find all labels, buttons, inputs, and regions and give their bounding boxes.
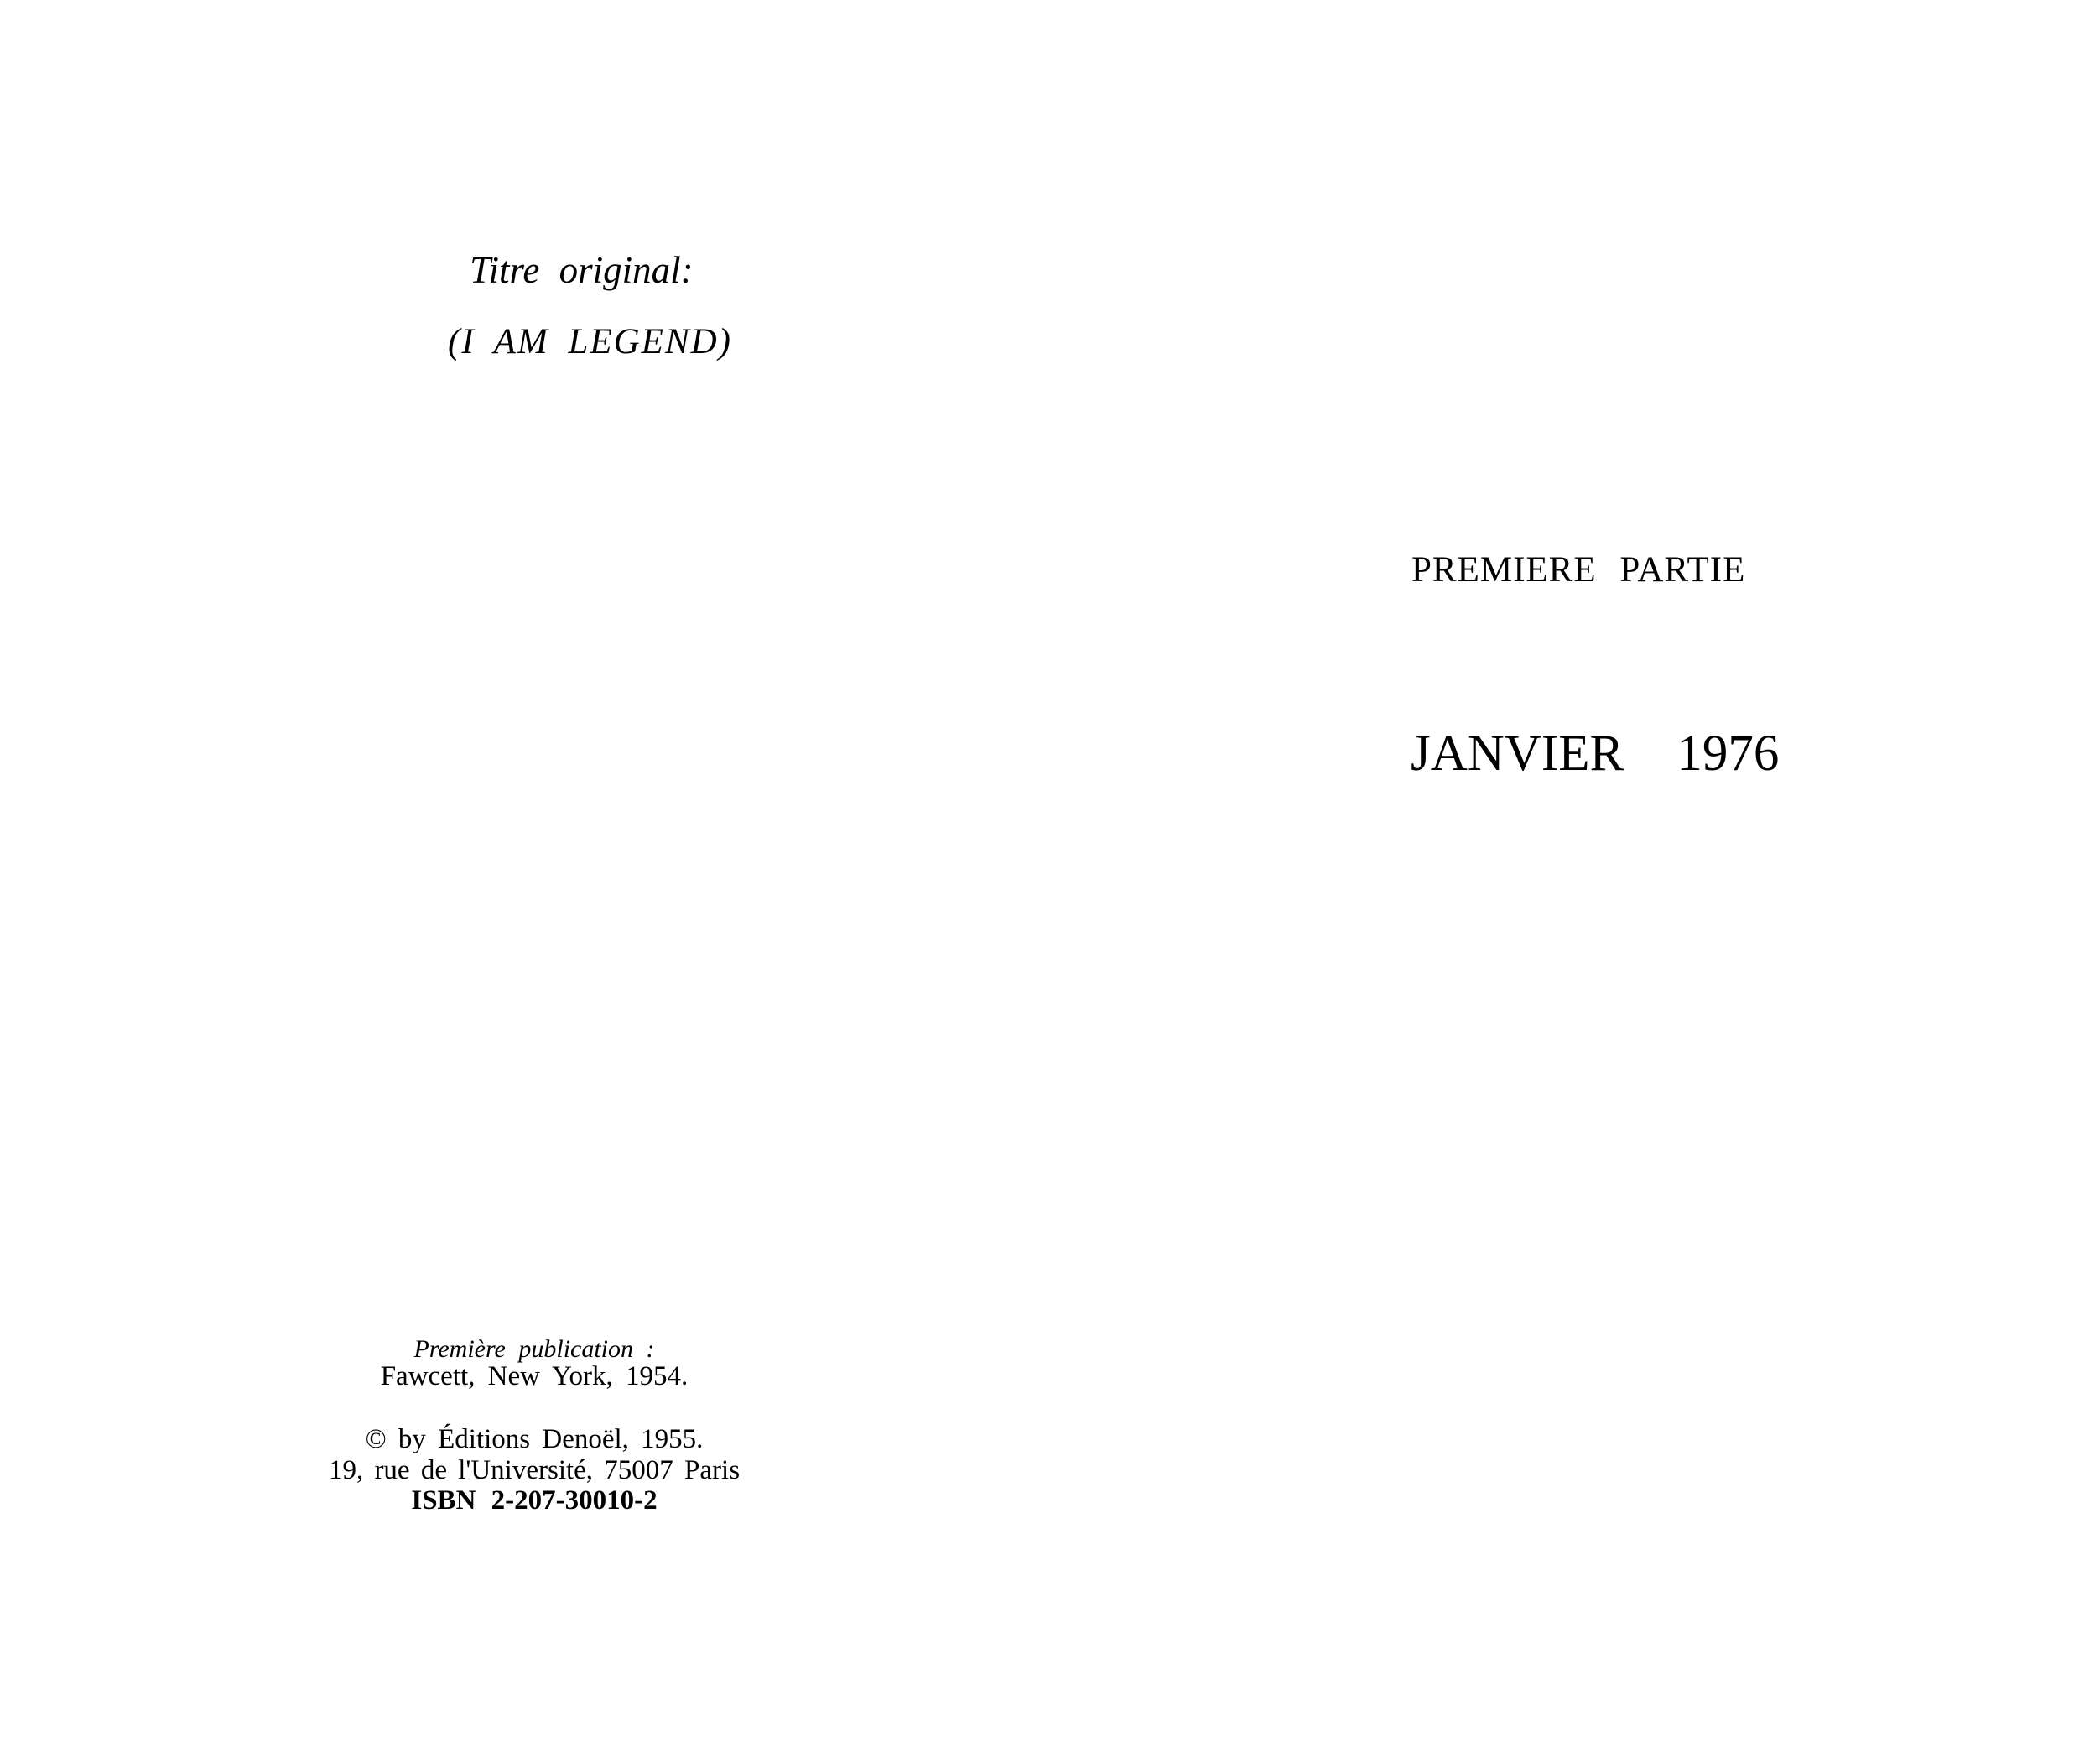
original-title-label: Titre original: <box>470 249 694 291</box>
first-publication-label: Première publication : <box>413 1335 655 1363</box>
copyright-line: © by Éditions Denoël, 1955. <box>365 1424 704 1454</box>
isbn: ISBN 2-207-30010-2 <box>411 1485 658 1516</box>
part-heading: PREMIERE PARTIE <box>1411 550 1746 590</box>
copyright-group <box>283 1424 786 1516</box>
publication-block <box>283 1335 786 1516</box>
first-publication: Fawcett, New York, 1954. <box>380 1361 689 1391</box>
original-title: (I AM LEGEND) <box>448 322 733 361</box>
chapter-heading: JANVIER 1976 <box>1411 725 1780 782</box>
publisher-address: 19, rue de l'Université, 75007 Paris <box>328 1454 741 1485</box>
